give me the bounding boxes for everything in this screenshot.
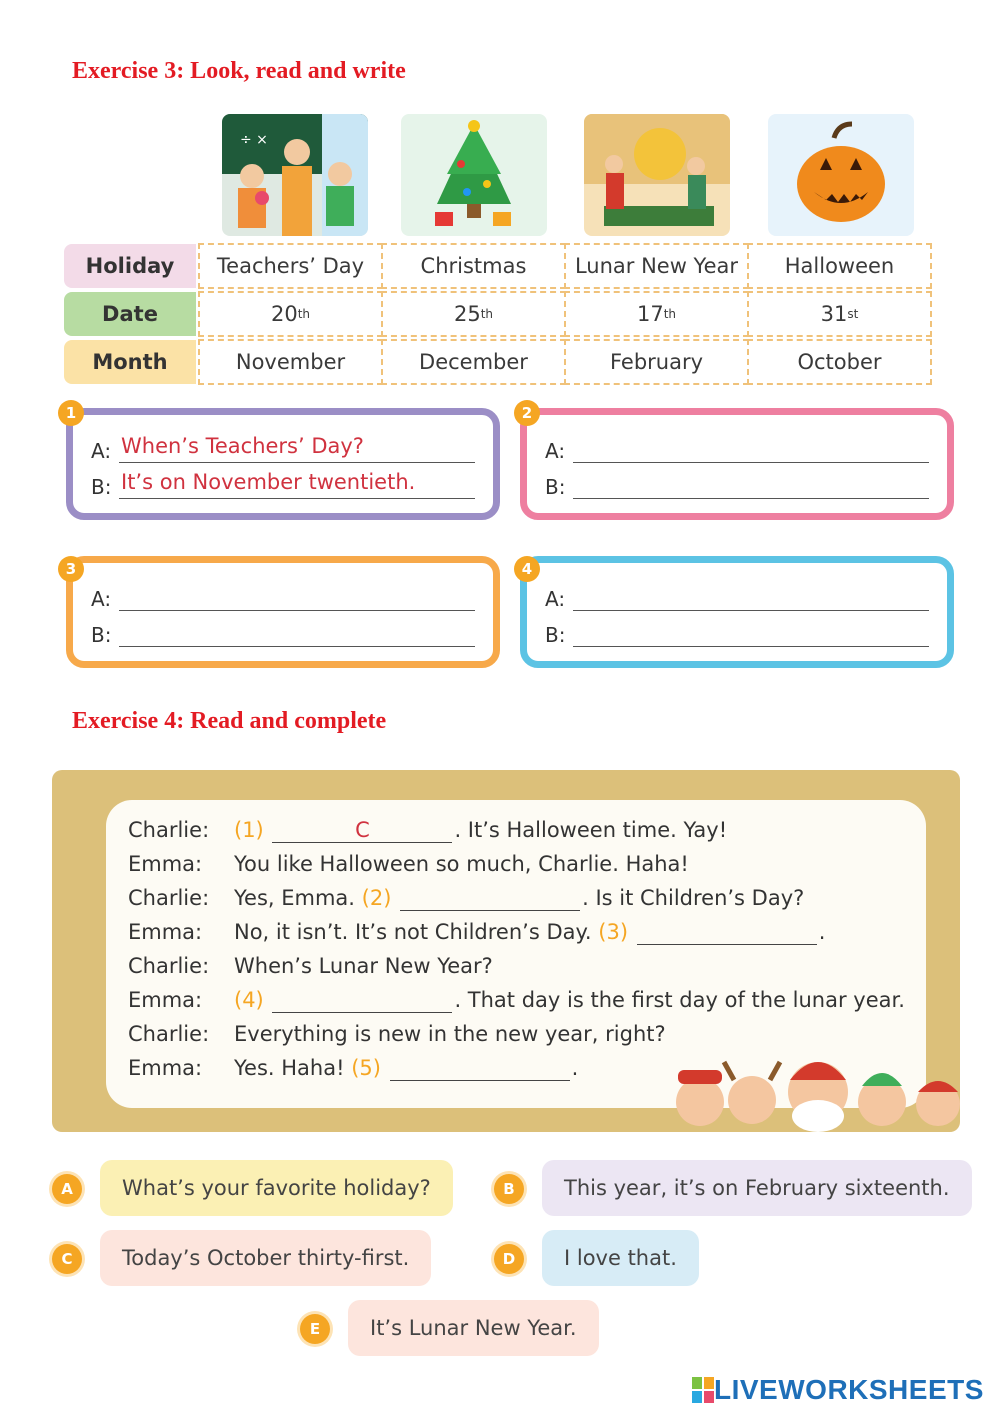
line-text: When’s Lunar New Year? [234, 954, 493, 978]
answer-line-b [545, 467, 929, 499]
line-text: You like Halloween so much, Charlie. Haha! [234, 852, 689, 876]
line-text: Yes. Haha! [234, 1056, 345, 1080]
table-cell: February [564, 339, 749, 385]
blank-number: (1) [234, 818, 264, 842]
line-text: . [818, 920, 826, 944]
a-label: A: [91, 439, 112, 463]
table-cell [381, 291, 566, 337]
speaker: Emma: [128, 1056, 203, 1080]
answer-input[interactable] [573, 470, 929, 499]
table-row-date [64, 290, 932, 338]
table-cell: Halloween [747, 243, 932, 289]
option-letter-badge: C [52, 1244, 82, 1274]
table-cell [198, 291, 383, 337]
blank-number: (4) [234, 988, 264, 1012]
liveworksheets-icon [692, 1377, 714, 1403]
answer-input[interactable] [573, 582, 929, 611]
table-cell: Teachers’ Day [198, 243, 383, 289]
line-text: . Is it Children’s Day? [582, 886, 805, 910]
box-number-badge: 3 [58, 556, 84, 582]
option-text: I love that. [542, 1230, 699, 1286]
date-suffix: th [297, 307, 311, 321]
blank-number: (3) [598, 920, 629, 944]
option-text: This year, it’s on February sixteenth. [542, 1160, 972, 1216]
b-label: B: [91, 623, 112, 647]
option-letter-badge: D [494, 1244, 524, 1274]
dialogue-line [128, 951, 493, 981]
answer-line-a [91, 579, 475, 611]
date-number: 17 [636, 302, 664, 326]
line-text: . It’s Halloween time. Yay! [454, 818, 728, 842]
month-header: Month [64, 340, 196, 384]
halloween-pumpkin-image [768, 114, 914, 236]
date-header: Date [64, 292, 196, 336]
speaker: Charlie: [128, 818, 210, 842]
blank-number: (5) [351, 1056, 381, 1080]
answer-input[interactable] [119, 618, 475, 647]
exercise-4-title: Exercise 4: Read and complete [72, 708, 387, 734]
svg-text:÷ ×: ÷ × [240, 132, 268, 148]
dialogue-blank-input[interactable] [390, 1056, 570, 1081]
answer-box-2 [520, 408, 954, 520]
date-suffix: th [480, 307, 494, 321]
line-text: No, it isn’t. It’s not Children’s Day. [234, 920, 592, 944]
a-label: A: [91, 587, 112, 611]
b-label: B: [91, 475, 112, 499]
dialogue-line [128, 1053, 578, 1083]
teachers-day-image [222, 114, 368, 236]
answer-box-3 [66, 556, 500, 668]
christmas-characters-illustration [672, 1040, 960, 1136]
option-letter-badge: B [494, 1174, 524, 1204]
christmas-tree-image [401, 114, 547, 236]
line-text: . [571, 1056, 579, 1080]
dialogue-line [128, 815, 727, 845]
option-letter-badge: A [52, 1174, 82, 1204]
exercise-3-title: Exercise 3: Look, read and write [72, 58, 406, 84]
answer-input[interactable] [119, 582, 475, 611]
answer-line-b [91, 615, 475, 647]
brand-text: LIVEWORKSHEETS [714, 1374, 984, 1405]
option-letter-badge: E [300, 1314, 330, 1344]
answer-line-a [545, 579, 929, 611]
dialogue-blank-input[interactable] [272, 988, 452, 1013]
a-label: A: [545, 587, 566, 611]
holiday-table [64, 242, 932, 386]
box-number-badge: 2 [514, 400, 540, 426]
date-number: 25 [453, 302, 481, 326]
option-text: What’s your favorite holiday? [100, 1160, 453, 1216]
liveworksheets-logo [692, 1374, 984, 1406]
table-cell: December [381, 339, 566, 385]
answer-box-4 [520, 556, 954, 668]
date-suffix: th [663, 307, 677, 321]
dialogue-line [128, 883, 804, 913]
dialogue-line [128, 849, 689, 879]
table-cell: November [198, 339, 383, 385]
dialogue-blank-input[interactable] [400, 886, 580, 911]
answer-input[interactable]: When’s Teachers’ Day? [119, 434, 475, 463]
line-text: Yes, Emma. [234, 886, 355, 910]
answer-input[interactable] [573, 618, 929, 647]
dialogue-line [128, 985, 905, 1015]
date-number: 31 [820, 302, 848, 326]
table-cell [747, 291, 932, 337]
speaker: Charlie: [128, 886, 210, 910]
blank-number: (2) [361, 886, 392, 910]
table-cell: Lunar New Year [564, 243, 749, 289]
lunar-new-year-image [584, 114, 730, 236]
answer-line-a [91, 431, 475, 463]
b-label: B: [545, 475, 566, 499]
dialogue-line [128, 1019, 666, 1049]
answer-input[interactable] [573, 434, 929, 463]
option-text: Today’s October thirty-first. [100, 1230, 431, 1286]
table-row-holiday [64, 242, 932, 290]
option-text: It’s Lunar New Year. [348, 1300, 599, 1356]
answer-input[interactable]: It’s on November twentieth. [119, 470, 475, 499]
dialogue-blank-input[interactable] [637, 920, 817, 945]
date-number: 20 [270, 302, 298, 326]
speaker: Charlie: [128, 1022, 210, 1046]
answer-line-b [91, 467, 475, 499]
speaker: Emma: [128, 852, 203, 876]
box-number-badge: 4 [514, 556, 540, 582]
speaker: Emma: [128, 920, 203, 944]
dialogue-line [128, 917, 825, 947]
box-number-badge: 1 [58, 400, 84, 426]
line-text: Everything is new in the new year, right? [234, 1022, 666, 1046]
dialogue-blank-input[interactable]: C [272, 818, 452, 843]
answer-line-a [545, 431, 929, 463]
speaker: Emma: [128, 988, 203, 1012]
answer-line-b [545, 615, 929, 647]
line-text: . That day is the first day of the lunar year. [454, 988, 905, 1012]
b-label: B: [545, 623, 566, 647]
table-cell [564, 291, 749, 337]
table-row-month [64, 338, 932, 386]
holiday-header: Holiday [64, 244, 196, 288]
answer-box-1 [66, 408, 500, 520]
speaker: Charlie: [128, 954, 210, 978]
a-label: A: [545, 439, 566, 463]
table-cell: Christmas [381, 243, 566, 289]
table-cell: October [747, 339, 932, 385]
date-suffix: st [847, 307, 859, 321]
